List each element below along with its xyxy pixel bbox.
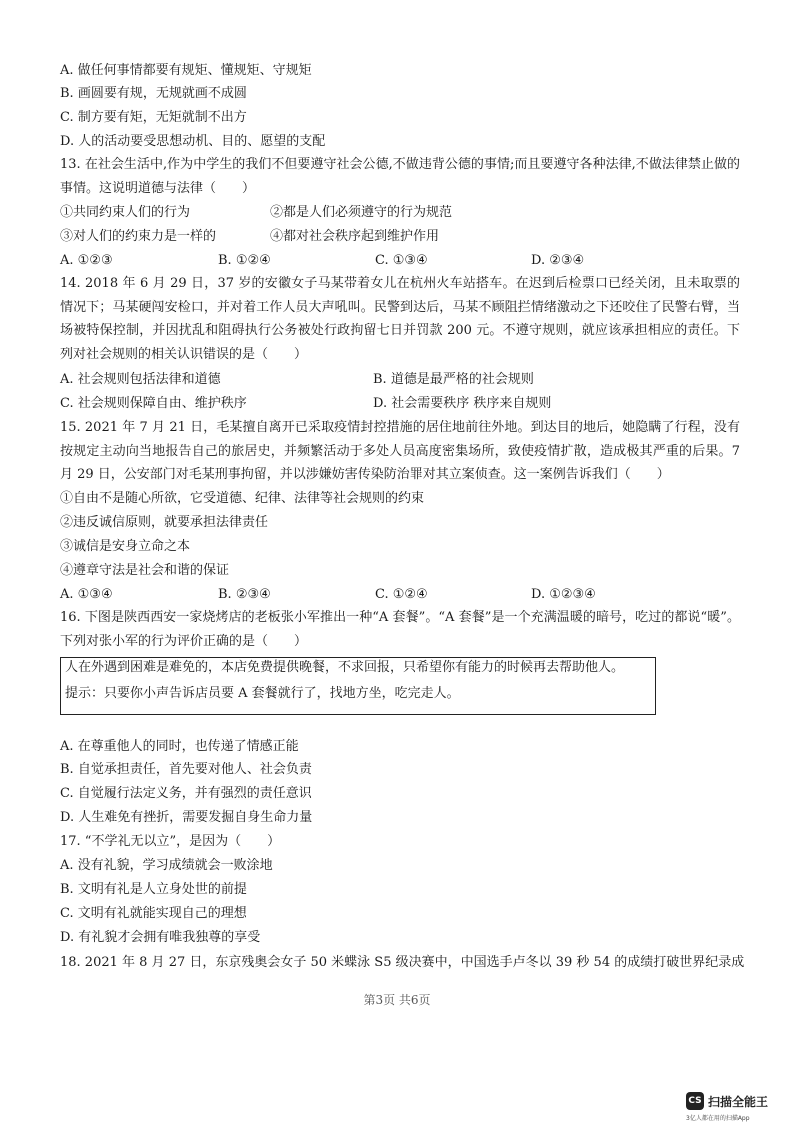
q13-option-b: B. ①②④ bbox=[218, 253, 271, 268]
q15-option-a: A. ①③④ bbox=[60, 587, 113, 602]
q16-option-c: C. 自觉履行法定义务，并有强烈的责任意识 bbox=[60, 786, 312, 801]
q13-option-c: C. ①③④ bbox=[375, 253, 428, 268]
q15-statement-2: ②违反诚信原则，就要承担法律责任 bbox=[60, 515, 269, 530]
q13-statement-2: ②都是人们必须遵守的行为规范 bbox=[270, 205, 453, 220]
q14-option-c: C. 社会规则保障自由、维护秩序 bbox=[60, 396, 247, 411]
q15-option-c: C. ①②④ bbox=[375, 587, 428, 602]
q15-statement-3: ③诚信是安身立命之本 bbox=[60, 539, 191, 554]
q17-stem: 17. “不学礼无以立”，是因为（ ） bbox=[60, 834, 281, 849]
q13-option-d: D. ②③④ bbox=[531, 253, 585, 268]
q13-statement-1: ①共同约束人们的行为 bbox=[60, 205, 191, 220]
q15-option-d: D. ①②③④ bbox=[531, 587, 596, 602]
q14-stem: 14. 2018 年 6 月 29 日，37 岁的安徽女子马某带着女儿在杭州火车站搭车。在迟到后检票口已经关闭，且未取票的情况下；马某硬闯安检口，并对着工作人员大声吼叫。民警到达后，马某不顾阻拦情绪激动之下还咬住了民警右臂，当场被特保控制，并因扰乱和阻碍执行公务被处行政拘留七日并罚款 200 元。不遵守规则，就应该承担相应的责任。下列对社会规则的相关认识错误的是（ ） bbox=[60, 276, 740, 362]
watermark-name: 扫描全能王 bbox=[708, 1095, 769, 1109]
q12-option-d: D. 人的活动要受思想动机、目的、愿望的支配 bbox=[60, 134, 326, 149]
q16-option-a: A. 在尊重他人的同时，也传递了情感正能 bbox=[60, 739, 299, 754]
notice-line-2: 提示：只要你小声告诉店员要 A 套餐就行了，找地方坐，吃完走人。 bbox=[65, 686, 460, 701]
q17-option-b: B. 文明有礼是人立身处世的前提 bbox=[60, 882, 247, 897]
q12-option-b: B. 画圆要有规，无规就画不成圆 bbox=[60, 86, 247, 101]
q16-option-b: B. 自觉承担责任，首先要对他人、社会负责 bbox=[60, 762, 312, 777]
q16-stem: 16. 下图是陕西西安一家烧烤店的老板张小军推出一种“A 套餐”。“A 套餐”是一个充满温暖的暗号，吃过的都说“暖”。下列对张小军的行为评价正确的是（ ） bbox=[60, 610, 740, 649]
q17-option-c: C. 文明有礼就能实现自己的理想 bbox=[60, 906, 247, 921]
q16-option-d: D. 人生难免有挫折，需要发掘自身生命力量 bbox=[60, 810, 313, 825]
q18-stem: 18. 2021 年 8 月 27 日，东京残奥会女子 50 米蝶泳 S5 级决赛中，中国选手卢冬以 39 秒 54 的成绩打破世界纪录成 bbox=[60, 955, 745, 970]
page-footer: 第3页 共6页 bbox=[363, 993, 431, 1007]
q14-option-b: B. 道德是最严格的社会规则 bbox=[373, 372, 534, 387]
q14-option-a: A. 社会规则包括法律和道德 bbox=[60, 372, 221, 387]
q12-option-c: C. 制方要有矩，无矩就制不出方 bbox=[60, 110, 247, 125]
q15-option-b: B. ②③④ bbox=[218, 587, 271, 602]
q13-statement-3: ③对人们的约束力是一样的 bbox=[60, 229, 217, 244]
q13-stem: 13. 在社会生活中,作为中学生的我们不但要遵守社会公德,不做违背公德的事情;而且要遵守各种法律,不做法律禁止做的事情。这说明道德与法律（ ） bbox=[60, 157, 740, 196]
a-meal-notice-box bbox=[60, 657, 656, 715]
watermark-tagline: 3亿人都在用的扫描App bbox=[686, 1115, 750, 1122]
q12-option-a: A. 做任何事情都要有规矩、懂规矩、守规矩 bbox=[60, 63, 312, 78]
q17-option-a: A. 没有礼貌，学习成绩就会一败涂地 bbox=[60, 858, 273, 873]
camscanner-logo-icon: CS bbox=[686, 1092, 704, 1110]
q13-statement-4: ④都对社会秩序起到维护作用 bbox=[270, 229, 440, 244]
q15-statement-4: ④遵章守法是社会和谐的保证 bbox=[60, 563, 230, 578]
q15-stem: 15. 2021 年 7 月 21 日，毛某擅自离开已采取疫情封控措施的居住地前往外地。到达目的地后，她隐瞒了行程，没有按规定主动向当地报告自己的旅居史，并频繁活动于多处人员高度密集场所，致使疫情扩散，造成极其严重的后果。7 月 29 日，公安部门对毛某刑事拘留，并以涉嫌妨害传染防治罪对其立案侦查。这一案例告诉我们（ ） bbox=[60, 420, 740, 482]
q14-option-d: D. 社会需要秩序 秩序来自规则 bbox=[373, 396, 552, 411]
q13-option-a: A. ①②③ bbox=[60, 253, 113, 268]
q15-statement-1: ①自由不是随心所欲，它受道德、纪律、法律等社会规则的约束 bbox=[60, 491, 425, 506]
q17-option-d: D. 有礼貌才会拥有唯我独尊的享受 bbox=[60, 930, 261, 945]
notice-line-1: 人在外遇到困难是难免的，本店免费提供晚餐，不求回报，只希望你有能力的时候再去帮助他人。 bbox=[65, 660, 625, 675]
